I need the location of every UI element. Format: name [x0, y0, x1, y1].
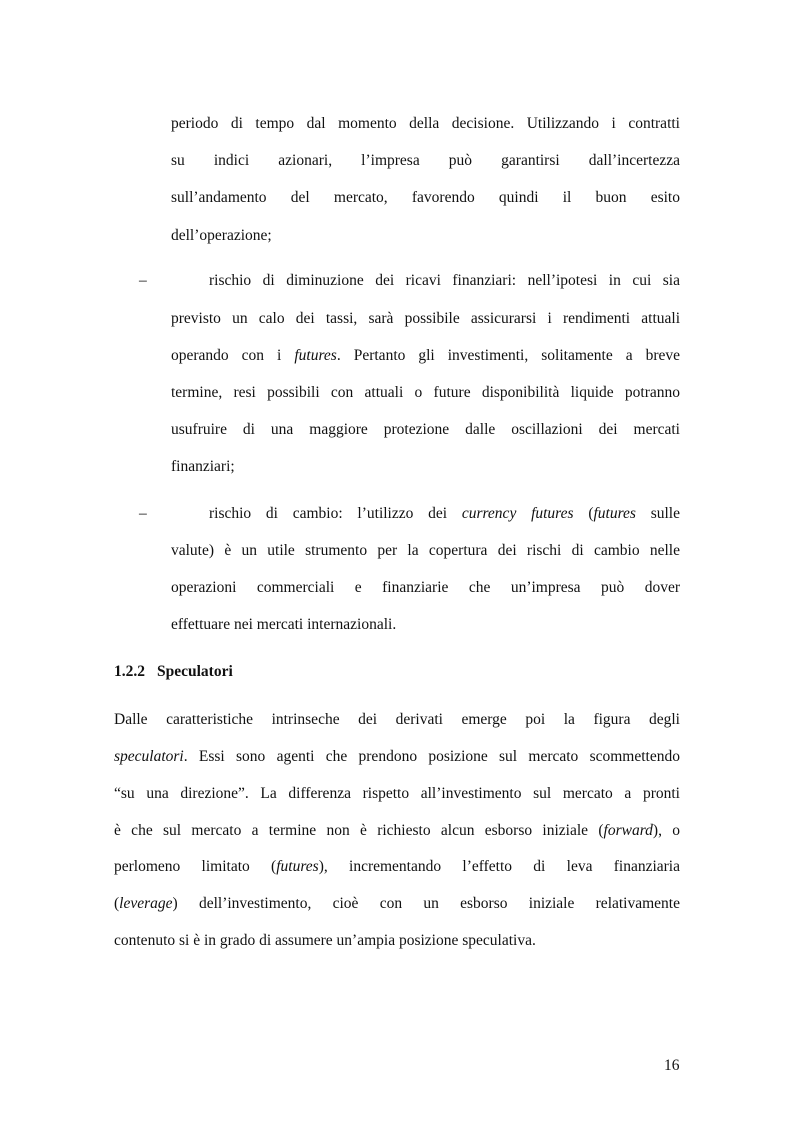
list-bullet: – [139, 272, 147, 289]
text-line: speculatori. Essi sono agenti che prendono posizione sul mercato scommettendo [114, 748, 680, 765]
text-line: Dalle caratteristiche intrinseche dei derivati emerge poi la figura degli [114, 711, 680, 728]
text-line: finanziari; [171, 458, 235, 475]
text-line: operando con i futures. Pertanto gli investimenti, solitamente a breve [171, 347, 680, 364]
section-heading [114, 663, 233, 681]
text-line: dell’operazione; [171, 227, 272, 244]
page-number: 16 [664, 1057, 680, 1074]
text-line: effettuare nei mercati internazionali. [171, 616, 397, 633]
text-line: rischio di diminuzione dei ricavi finanziari: nell’ipotesi in cui sia [209, 272, 680, 289]
text-line: periodo di tempo dal momento della decisione. Utilizzando i contratti [171, 115, 680, 132]
text-line: operazioni commerciali e finanziarie che un’impresa può dover [171, 579, 680, 596]
text-line: (leverage) dell’investimento, cioè con un esborso iniziale relativamente [114, 895, 680, 912]
text-line: è che sul mercato a termine non è richiesto alcun esborso iniziale (forward), o [114, 822, 681, 839]
text-line: perlomeno limitato (futures), incrementando l’effetto di leva finanziaria [114, 858, 680, 875]
text-line: contenuto si è in grado di assumere un’ampia posizione speculativa. [114, 932, 536, 949]
text-line: su indici azionari, l’impresa può garantirsi dall’incertezza [171, 152, 680, 169]
text-line: “su una direzione”. La differenza rispetto all’investimento sul mercato a pronti [114, 785, 680, 802]
text-line: sull’andamento del mercato, favorendo quindi il buon esito [171, 189, 680, 206]
list-bullet: – [139, 505, 147, 522]
text-line: termine, resi possibili con attuali o future disponibilità liquide potranno [171, 384, 680, 401]
section-number: 1.2.2 [114, 663, 145, 680]
text-line: rischio di cambio: l’utilizzo dei currency futures (futures sulle [209, 505, 680, 522]
text-line: usufruire di una maggiore protezione dalle oscillazioni dei mercati [171, 421, 680, 438]
text-line: valute) è un utile strumento per la copertura dei rischi di cambio nelle [171, 542, 680, 559]
text-line: previsto un calo dei tassi, sarà possibile assicurarsi i rendimenti attuali [171, 310, 680, 327]
section-title: Speculatori [157, 663, 233, 680]
